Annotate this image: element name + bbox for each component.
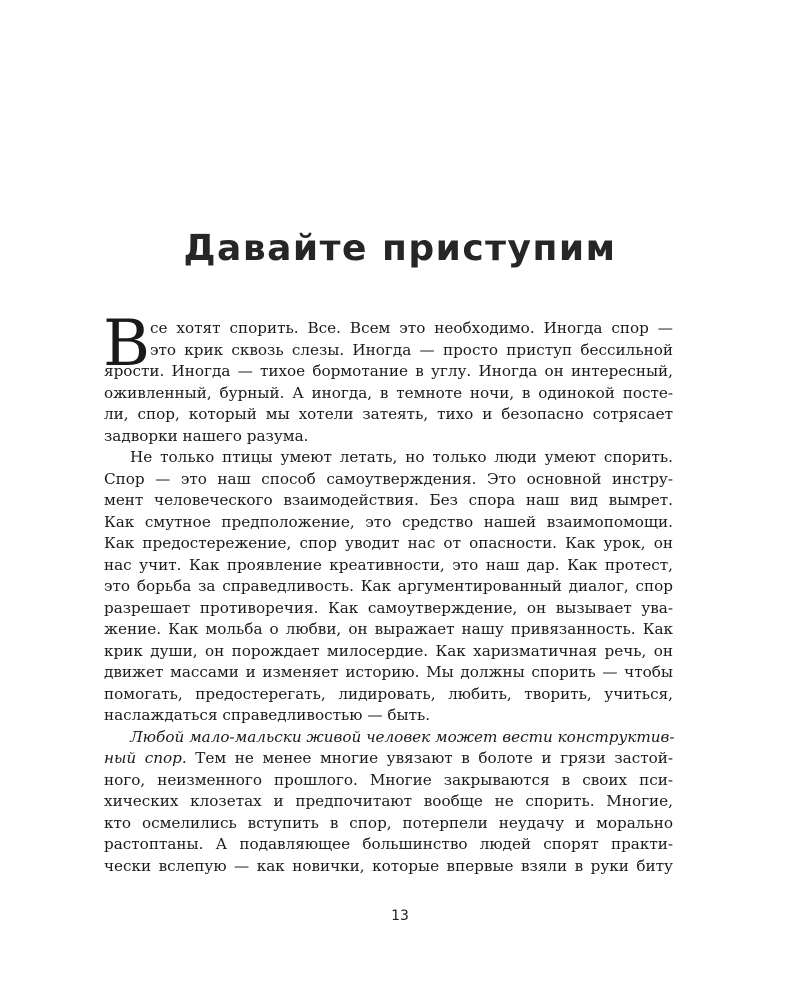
text-line: нас учит. Как проявление креативности, это наш дар. Как протест, [104, 555, 673, 574]
page-number: 13 [391, 908, 409, 924]
text-line: ярости. Иногда — тихое бормотание в углу. Иногда он интересный, [104, 362, 673, 380]
chapter-title: Давайте приступим [183, 228, 617, 269]
text-line: разрешает противоречия. Как самоутверждение, он вызывает ува- [104, 598, 673, 617]
paragraph-2 [104, 447, 673, 727]
text-line: се хотят спорить. Все. Всем это необходимо. Иногда спор — [150, 319, 673, 337]
text-line: крик души, он порождает милосердие. Как харизматичная речь, он [104, 641, 673, 660]
text-line: наслаждаться справедливостью — быть. [104, 706, 431, 724]
text-line: кто осмелились вступить в спор, потерпели неудачу и морально [104, 813, 673, 832]
text-line: Не только птицы умеют летать, но только люди умеют спорить. [130, 448, 673, 466]
text-line: чески вслепую — как новички, которые впервые взяли в руки биту [104, 856, 673, 875]
text-line: хических клозетах и предпочитают вообще не спорить. Многие, [104, 792, 673, 810]
text-line: ли, спор, который мы хотели затеять, тихо и безопасно сотрясает [104, 405, 673, 423]
text-line: это борьба за справедливость. Как аргументированный диалог, спор [104, 577, 673, 595]
body-text [103, 307, 675, 877]
text-line: оживленный, бурный. А иногда, в темноте ночи, в одинокой посте- [104, 383, 673, 402]
text-line: Как предостережение, спор уводит нас от опасности. Как урок, он [104, 534, 673, 552]
text-line: Как смутное предположение, это средство нашей взаимопомощи. [104, 512, 673, 531]
text-line: задворки нашего разума. [104, 426, 309, 445]
text-line: это крик сквозь слезы. Иногда — просто приступ бессильной [150, 340, 673, 359]
text-line [104, 748, 673, 770]
text-line: ного, неизменного прошлого. Многие закрываются в своих пси- [104, 770, 673, 789]
text-line: растоптаны. А подавляющее большинство людей спорят практи- [104, 835, 673, 853]
paragraph-3 [104, 727, 673, 878]
text-line: движет массами и изменяет историю. Мы должны спорить — чтобы [104, 663, 673, 681]
text-line: жение. Как мольба о любви, он выражает нашу привязанность. Как [104, 620, 673, 638]
text-line: мент человеческого взаимодействия. Без спора наш вид вымрет. [104, 491, 673, 509]
paragraph-1 [103, 307, 673, 447]
italic-fragment: ный спор [104, 749, 182, 767]
drop-cap: В [103, 307, 151, 381]
text-line: Спор — это наш способ самоутверждения. Это основной инстру- [104, 469, 673, 488]
text-line: помогать, предостерегать, лидировать, любить, творить, учиться, [104, 684, 673, 703]
text-line-italic: Любой мало-мальски живой человек может вести конструктив- [130, 727, 675, 746]
text-fragment: . Тем не менее многие увязают в болоте и грязи застой- [181, 749, 673, 767]
